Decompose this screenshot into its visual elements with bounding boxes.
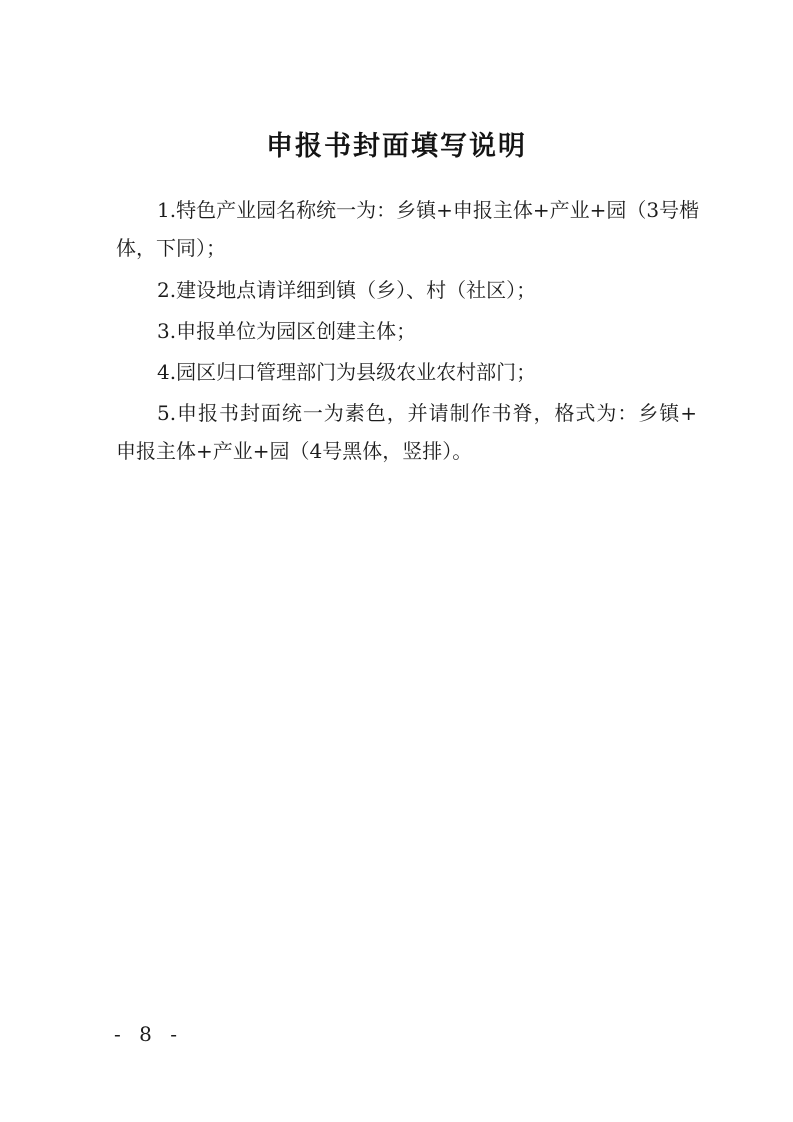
page-number: - 8 - xyxy=(114,1022,183,1046)
instruction-item-5-line-1: 5.申报书封面统一为素色，并请制作书脊，格式为：乡镇+ xyxy=(157,401,697,425)
instruction-item-4: 4.园区归口管理部门为县级农业农村部门； xyxy=(157,360,537,384)
instruction-item-2: 2.建设地点请详细到镇（乡）、村（社区）； xyxy=(157,278,537,302)
instruction-item-1-line-2: 体，下同）； xyxy=(116,236,226,260)
instruction-item-1-line-1: 1.特色产业园名称统一为：乡镇+申报主体+产业+园（3号楷 xyxy=(157,198,700,222)
instruction-item-3: 3.申报单位为园区创建主体； xyxy=(157,319,417,343)
document-title: 申报书封面填写说明 xyxy=(266,131,527,162)
instruction-item-5-line-2: 申报主体+产业+园（4号黑体，竖排）。 xyxy=(116,439,473,463)
